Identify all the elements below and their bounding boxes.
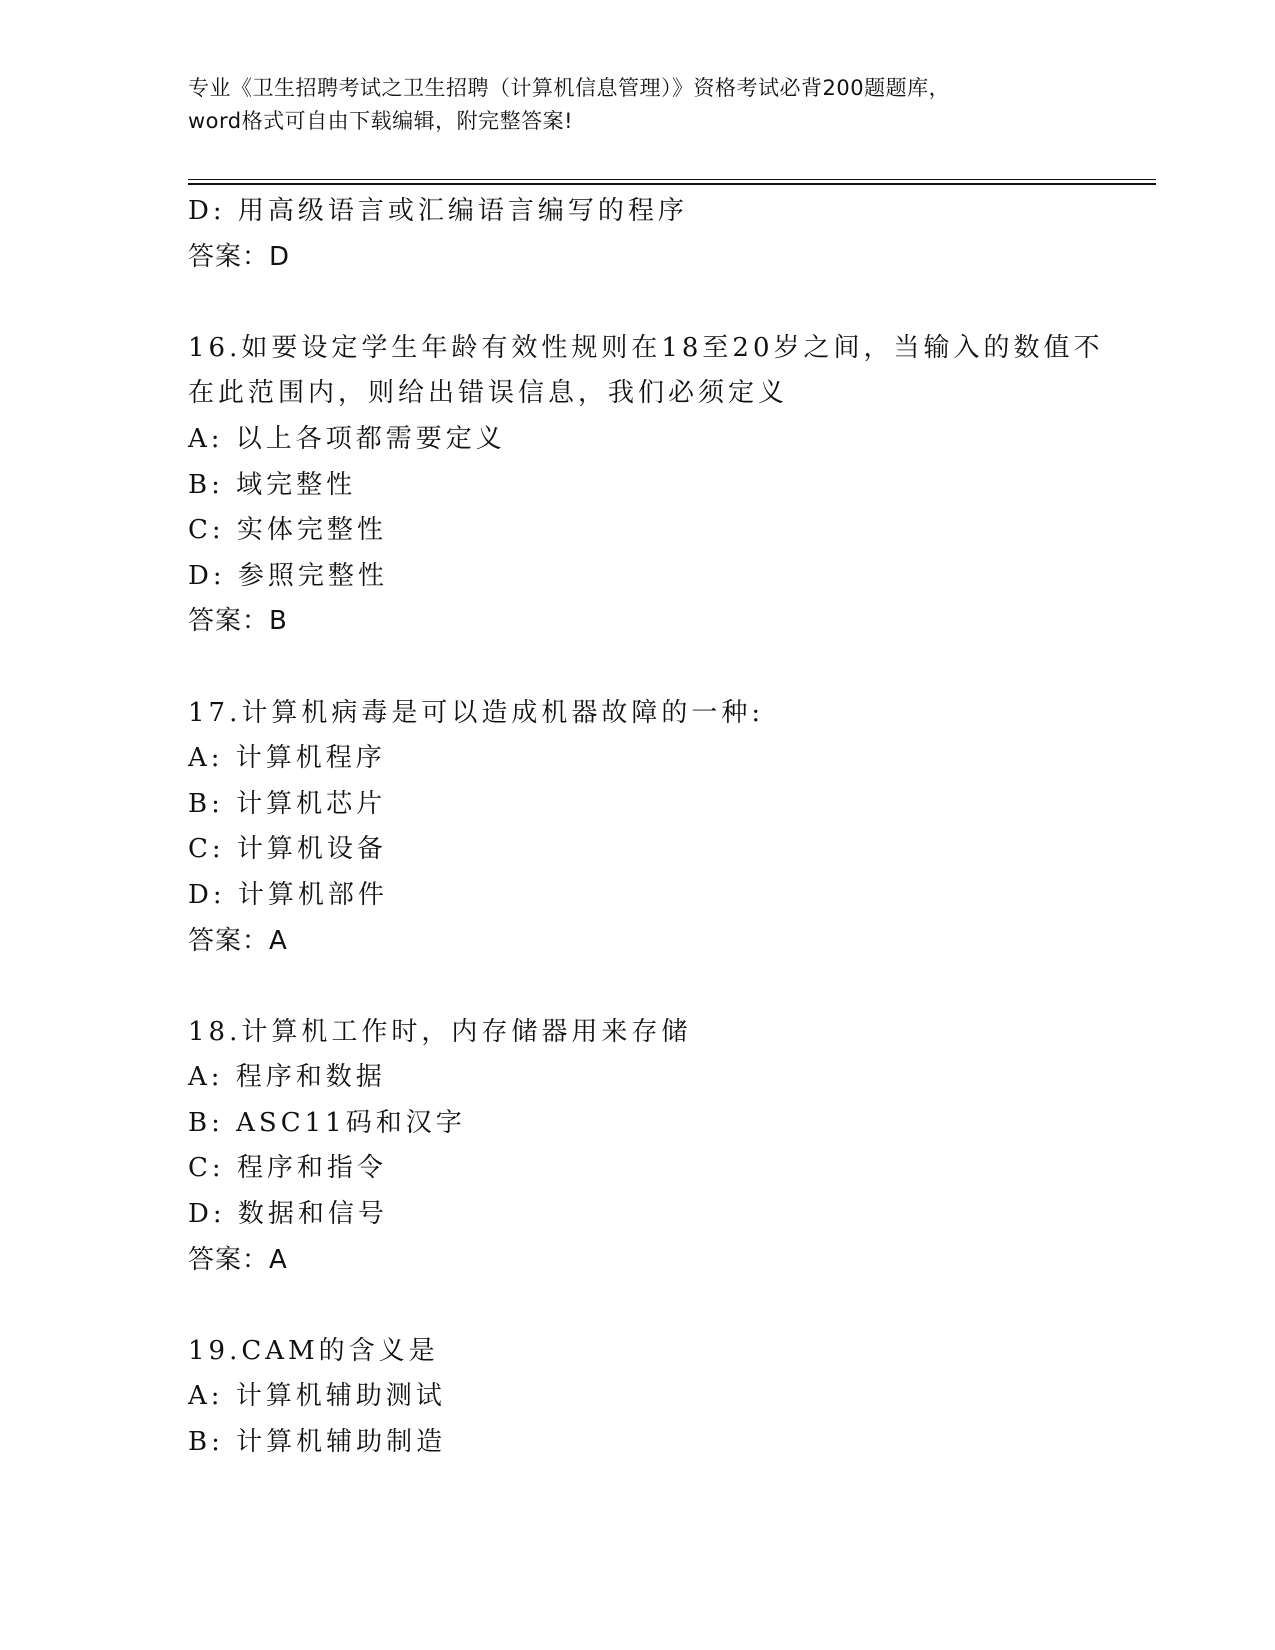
option-c: C: 计算机设备 bbox=[188, 834, 387, 865]
option-d: D: 数据和信号 bbox=[188, 1199, 388, 1230]
option-a: A: 以上各项都需要定义 bbox=[188, 423, 506, 454]
option-a: A: 计算机辅助测试 bbox=[188, 1381, 446, 1412]
answer-line: 答案：B bbox=[188, 606, 288, 637]
question-block-15 bbox=[188, 189, 1128, 280]
answer-line: 答案：D bbox=[188, 241, 291, 272]
option-d: D: 参照完整性 bbox=[188, 560, 388, 591]
option-b: B: 计算机芯片 bbox=[188, 788, 387, 819]
option-b: B: 域完整性 bbox=[188, 469, 357, 500]
option-d: D: 计算机部件 bbox=[188, 879, 388, 910]
option-a: A: 程序和数据 bbox=[188, 1062, 386, 1093]
header-line-1: 专业《卫生招聘考试之卫生招聘（计算机信息管理）》资格考试必背200题题库， bbox=[188, 76, 951, 100]
question-block-17 bbox=[188, 691, 1128, 965]
option-c: C: 程序和指令 bbox=[188, 1153, 387, 1184]
option-a: A: 计算机程序 bbox=[188, 743, 386, 774]
question-text: 17.计算机病毒是可以造成机器故障的一种: bbox=[188, 697, 765, 728]
question-text: 16.如要设定学生年龄有效性规则在18至20岁之间，当输入的数值不 bbox=[188, 332, 1104, 363]
question-block-19 bbox=[188, 1329, 1128, 1466]
option-b: B: 计算机辅助制造 bbox=[188, 1427, 447, 1458]
question-text: 18.计算机工作时，内存储器用来存储 bbox=[188, 1016, 692, 1047]
question-list bbox=[188, 189, 1128, 1466]
header-rule-thick bbox=[188, 183, 1156, 185]
option-d: D: 用高级语言或汇编语言编写的程序 bbox=[188, 196, 688, 226]
question-text: 19.CAM的含义是 bbox=[188, 1335, 439, 1366]
option-b: B: ASC11码和汉字 bbox=[188, 1107, 466, 1138]
answer-line: 答案：A bbox=[188, 1244, 288, 1275]
answer-line: 答案：A bbox=[188, 925, 288, 956]
question-block-16 bbox=[188, 326, 1128, 645]
question-text-continued: 在此范围内，则给出错误信息，我们必须定义 bbox=[188, 378, 789, 409]
header-rule-thin bbox=[188, 179, 1156, 180]
document-header bbox=[188, 72, 1108, 138]
question-block-18 bbox=[188, 1010, 1128, 1284]
option-c: C: 实体完整性 bbox=[188, 515, 387, 546]
header-line-2: word格式可自由下载编辑，附完整答案! bbox=[188, 109, 574, 133]
